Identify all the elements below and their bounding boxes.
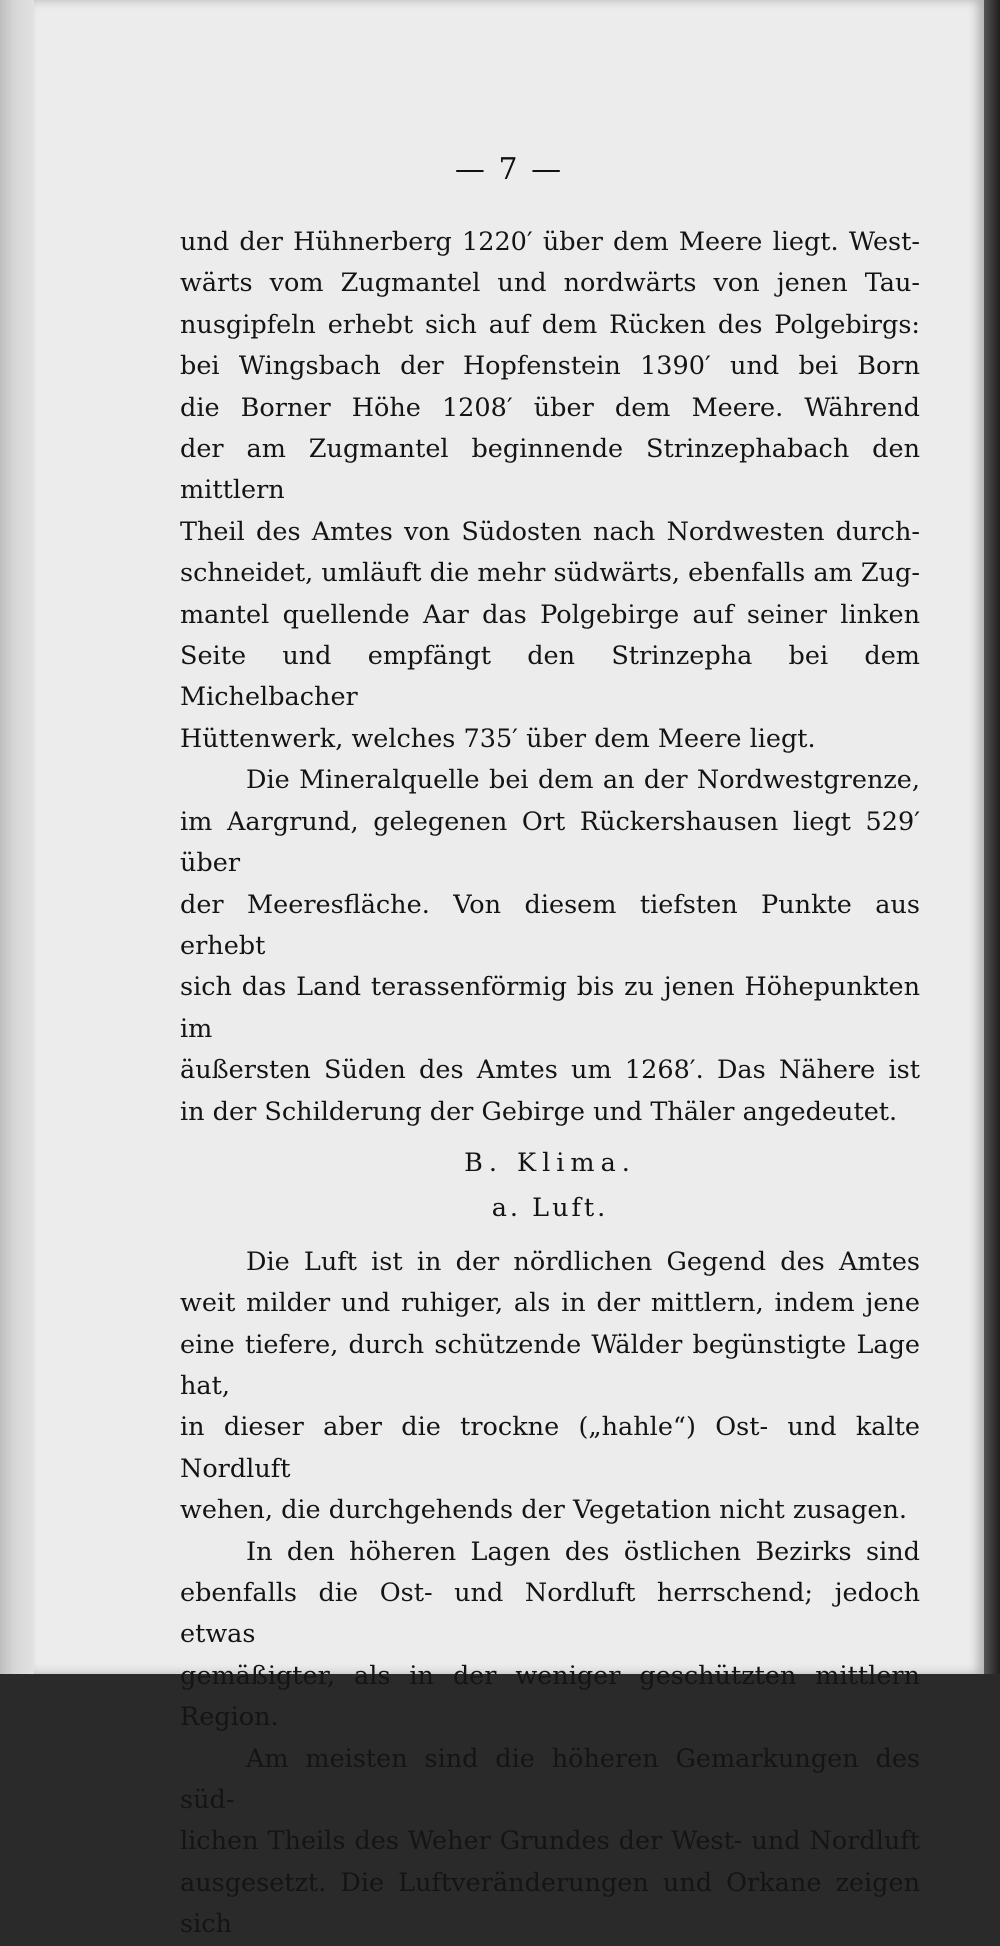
text-line: Die Mineralquelle bei dem an der Nordwestgrenze, [246,765,920,796]
text-line: sich das Land terassenförmig bis zu jenen Höhepunkten im [180,972,920,1044]
page-edge-shadow [984,0,1000,1674]
text-line: Hüttenwerk, welches 735′ über dem Meere liegt. [180,723,816,754]
paragraph-2 [180,760,920,1133]
text-line: schneidet, umläuft die mehr südwärts, ebenfalls am Zug- [180,558,920,589]
subsection-heading: a. Luft. [491,1193,609,1224]
paragraph-1 [180,222,920,760]
text-line: mantel quellende Aar das Polgebirge auf seiner linken [180,599,920,630]
text-line: ebenfalls die Ost- und Nordluft herrschend; jedoch etwas [180,1578,920,1650]
text-line: eine tiefere, durch schützende Wälder begünstigte Lage hat, [180,1329,920,1401]
text-line: Seite und empfängt den Strinzepha bei dem Michelbacher [180,641,920,713]
text-line: In den höheren Lagen des östlichen Bezirks sind [246,1536,920,1567]
text-line: wärts vom Zugmantel und nordwärts von jenen Tau- [180,268,920,299]
text-line: äußersten Süden des Amtes um 1268′. Das Nähere ist [180,1055,920,1086]
book-gutter [0,0,34,1674]
text-line: wehen, die durchgehends der Vegetation nicht zusagen. [180,1495,907,1526]
page-number-header: — 7 — [454,152,564,187]
text-line: in der Schilderung der Gebirge und Thäler angedeutet. [180,1096,898,1127]
text-line: gemäßigter, als in der weniger geschützten mittlern Region. [180,1660,920,1733]
text-line: in dieser aber die trockne („hahle“) Ost- und kalte Nordluft [180,1412,920,1484]
section-heading: B. Klima. [464,1147,636,1178]
text-line: lichen Theils des Weher Grundes der West- und Nordluft [180,1826,920,1857]
text-line: der am Zugmantel beginnende Strinzephabach den mittlern [180,434,920,506]
text-line: Die Luft ist in der nördlichen Gegend des Amtes [246,1246,920,1277]
text-line: die Borner Höhe 1208′ über dem Meere. Während [180,392,920,423]
text-line: im Aargrund, gelegenen Ort Rückershausen liegt 529′ über [180,806,920,879]
book-page [34,0,984,1940]
text-line: ausgesetzt. Die Luftveränderungen und Orkane zeigen sich [180,1867,920,1940]
text-line: Am meisten sind die höheren Gemarkungen des süd- [180,1743,920,1816]
text-line: weit milder und ruhiger, als in der mittlern, indem jene [180,1288,920,1319]
paragraph-4 [180,1532,920,1739]
paragraph-3 [180,1242,920,1532]
text-line: Theil des Amtes von Südosten nach Nordwesten durch- [180,516,920,547]
text-line: der Meeresfläche. Von diesem tiefsten Punkte aus erhebt [180,889,920,961]
text-line: nusgipfeln erhebt sich auf dem Rücken des Polgebirgs: [180,309,920,340]
text-line: bei Wingsbach der Hopfenstein 1390′ und bei Born [180,351,920,382]
page-body [180,222,920,1946]
text-line: und der Hühnerberg 1220′ über dem Meere liegt. West- [180,227,920,257]
paragraph-5 [180,1739,920,1946]
